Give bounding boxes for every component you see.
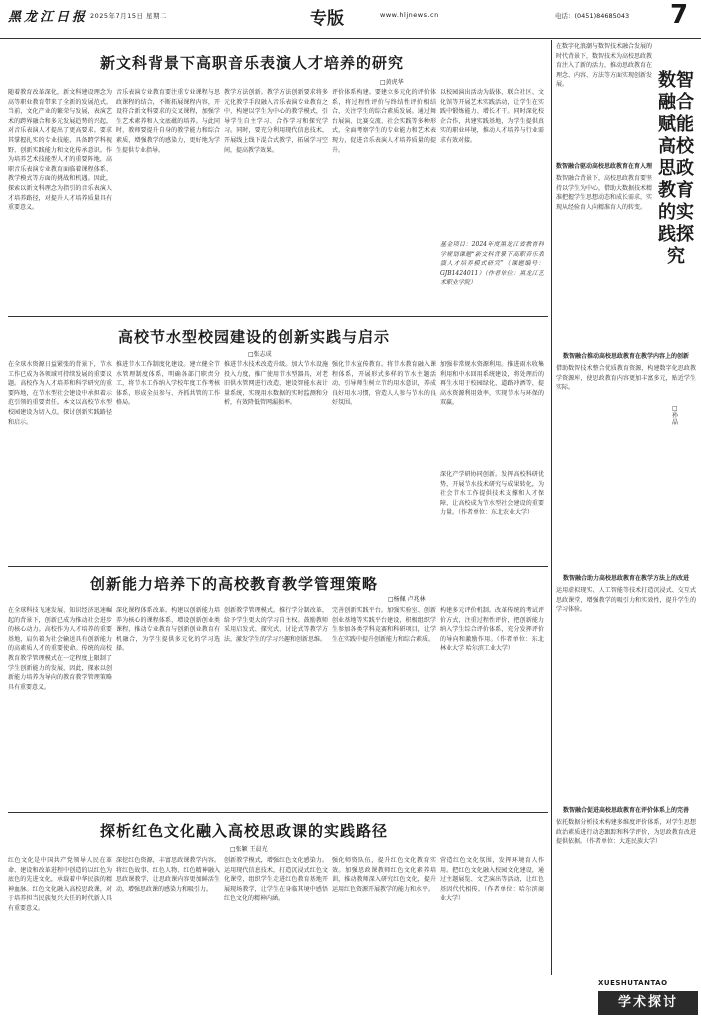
article-3-col-4: 完善创新实践平台。加强实验室、创新创业基地等实践平台建设，积极组织学生参加各类学科竞赛和科研项目，让学生在实践中提升创新能力和综合素质。	[332, 607, 436, 643]
article-5-author: □孙晶	[672, 405, 679, 426]
article-4-col-2: 深挖红色资源，丰富思政课教学内容。将红色故事、红色人物、红色精神融入思政课教学，让思政课内容更加鲜活生动，增强思政课的感染力和吸引力。	[116, 857, 220, 893]
article-3-col-1: 在全球科技飞速发展、知识经济迅速崛起的背景下，创新已成为推动社会进步的核心动力。高校作为人才培养的重要基地，肩负着为社会输送具有创新能力的高素质人才的重要使命。传统的高校教育教学管理模式在一定程度上限制了学生创新能力的发展，因此，探索以创新能力培养为导向的教育教学管理策略具有重要意义。	[8, 607, 112, 691]
article-2-author: □张志成	[248, 351, 272, 358]
article-3-col-5: 构建多元评价机制。改革传统的考试评价方式，注重过程性评价，把创新能力纳入学生综合评价体系，充分发挥评价的导向和激励作用。（作者单位：东北林业大学 哈尔滨工业大学）	[440, 607, 544, 653]
section-label: 学术探讨	[598, 991, 698, 1015]
article-5-section-2: 借助数智技术整合优质教育资源，构建数字化思政教学资源库，使思政教育内容更加丰富多元，贴近学生实际。	[556, 365, 696, 392]
article-5-subhead-2: 数智融合推动高校思政教育在教学内容上的创新	[562, 353, 689, 360]
article-5-subhead-4: 数智融合促进高校思政教育在评价体系上的完善	[562, 807, 689, 814]
divider	[8, 566, 548, 567]
article-2-col-1: 在全球水资源日益紧张的背景下，节水工作已成为各领域可持续发展的重要议题。高校作为人才培养和科学研究的重要阵地，在节水型社会建设中承担着示范引领的重要责任。本文以高校节水型校园建设为切入点，探讨创新实践路径和启示。	[8, 361, 112, 426]
article-4-col-3: 创新教学模式，增强红色文化感染力。运用现代信息技术，打造沉浸式红色文化课堂，组织学生走进红色教育基地开展现场教学，让学生在身临其境中感悟红色文化的精神内涵。	[224, 857, 328, 903]
article-4-author: □张颖 王晨光	[230, 846, 268, 853]
article-2-col-4: 强化节水宣传教育。将节水教育融入课程体系，开展形式多样的节水主题活动，引导师生树立节约用水意识，养成良好用水习惯，营造人人参与节水的良好氛围。	[332, 361, 436, 407]
article-4-col-4: 强化师资队伍，提升红色文化教育实效。加强思政课教师红色文化素养培训，推动教师深入研究红色文化，提升运用红色资源开展教学的能力和水平。	[332, 857, 436, 893]
newspaper-logo: 黑龙江日报	[8, 10, 89, 25]
article-4-title: 探析红色文化融入高校思政课的实践路径	[100, 822, 389, 840]
article-5-title: 数智融合赋能高校思政教育的实践探究	[658, 70, 694, 267]
article-5-subhead-1: 数智融合驱动高校思政教育在育人理	[556, 163, 652, 170]
article-5-section-3: 运用虚拟现实、人工智能等技术打造沉浸式、交互式思政课堂，增强教学的吸引力和实效性，提升学生的学习体验。	[556, 587, 696, 614]
issue-date: 2025年7月15日 星期二	[90, 12, 168, 20]
article-5-section-1: 数智融合背景下，高校思政教育要坚持以学生为中心，借助大数据技术精准把握学生思想动态和成长需求，实现从经验育人向精准育人的转变。	[556, 175, 652, 211]
article-5-subhead-3: 数智融合助力高校思政教育在教学方法上的改进	[562, 575, 689, 582]
article-1-title: 新文科背景下高职音乐表演人才培养的研究	[100, 54, 405, 72]
section-label-en: XUESHUTANTAO	[598, 979, 668, 987]
article-4-col-1: 红色文化是中国共产党领导人民在革命、建设和改革进程中创造的以红色为底色的先进文化，承载着中华民族的精神血脉。红色文化融入高校思政课，对于培养担当民族复兴大任的时代新人具有重要意义。	[8, 857, 112, 912]
article-4-col-5: 营造红色文化氛围，发挥环境育人作用。把红色文化融入校园文化建设，通过主题展览、文艺演出等活动，让红色基因代代相传。（作者单位：哈尔滨商业大学）	[440, 857, 544, 903]
column-divider	[551, 40, 552, 975]
article-3-col-2: 深化课程体系改革。构建以创新能力培养为核心的课程体系，增设创新创业类课程，推动专业教育与创新创业教育有机融合，为学生提供多元化的学习选择。	[116, 607, 220, 653]
article-1-col-5: 以校园演出活动为载体，联合社区、文化馆等开展艺术实践活动，让学生在实践中锻炼能力、增长才干。同时深化校企合作，共建实践基地，为学生提供真实的职业环境，推动人才培养与行业需求有效对接。	[440, 89, 544, 144]
phone-number: 电话：(0451)84685043	[555, 12, 630, 20]
article-1-col-4: 评价体系构建。要建立多元化的评价体系，将过程性评价与终结性评价相结合，关注学生的综合素质发展。通过舞台展演、比赛交流、社会实践等多种形式，全面考察学生的专业能力和艺术表现力，促进音乐表演人才培养质量的提升。	[332, 89, 436, 154]
article-1-col-2: 音乐表演专业教育要注重专业课程与思政课程的结合，不断拓展课程内容，开设符合新文科要求的交叉课程，加强学生艺术素养和人文底蕴的培养。与此同时，教师要提升自身的教学能力和综合素质，增强教学的感染力，更好地为学生提供专业指导。	[116, 89, 220, 154]
site-url: www.hljnews.cn	[380, 11, 439, 19]
article-1-col-1: 随着教育改革深化，新文科建设理念为高等职业教育带来了全新的发展范式。当前，文化产业的繁荣与发展，表演艺术的跨界融合和多元发展趋势的兴起，对音乐表演人才提出了更高要求。要求其掌握扎实的专业技能，具备跨学科视野、创新实践能力和文化传承意识。作为培养艺术技能型人才的重要阵地，高职音乐表演专业教育面临着课程体系、教学模式等方面的挑战和机遇。因此，探索以新文科理念为指引的音乐表演人才培养路径，对提升人才培养质量具有重要意义。	[8, 89, 112, 212]
article-1-funding: 基金项目：2024年度黑龙江省教育科学规划课题“新文科背景下高职音乐表演人才培养模式研究”（课题编号：GJB1424011）（作者单位：黑龙江艺术职业学院）	[440, 241, 544, 287]
masthead	[0, 0, 701, 39]
article-5-intro: 在数字化浪潮与数智技术融合发展的时代背景下，数智技术为高校思政教育注入了新的活力，推动思政教育在理念、内容、方法等方面实现创新发展。	[556, 43, 652, 89]
article-3-author: □杨佩 卢兆林	[388, 596, 426, 603]
article-3-col-3: 创新教学管理模式。推行学分制改革，给予学生更大的学习自主权。鼓励教师采用启发式、探究式、讨论式等教学方法，激发学生的学习兴趣和创新思维。	[224, 607, 328, 643]
article-1-author: □黄虎华	[380, 79, 404, 86]
article-2-col-5: 加强非常规水资源利用。推进雨水收集利用和中水回用系统建设，将处理后的再生水用于校园绿化、道路冲洒等，提高水资源利用效率，实现节水与环保的双赢。	[440, 361, 544, 407]
page-number: 7	[670, 0, 689, 30]
article-2-col-6: 深化产学研协同创新。发挥高校科研优势，开展节水技术研究与成果转化，为社会节水工作提供技术支撑和人才保障，让高校成为节水型社会建设的重要力量。（作者单位：东北农业大学）	[440, 471, 544, 517]
article-5-section-4: 依托数据分析技术构建多维度评价体系，对学生思想政治素质进行动态跟踪和科学评价，为思政教育改进提供依据。（作者单位：大连民族大学）	[556, 819, 696, 846]
divider	[8, 812, 548, 813]
article-2-col-3: 推进节水技术改造升级。加大节水设施投入力度，推广使用节水型器具，对老旧供水管网进行改造，建设智能水表计量系统，实现用水数据的实时监测和分析，有效降低管网漏损率。	[224, 361, 328, 407]
divider	[8, 316, 548, 317]
article-3-title: 创新能力培养下的高校教育教学管理策略	[90, 575, 379, 593]
article-2-col-2: 推进节水工作制度化建设。建立健全节水管理制度体系，明确各部门职责分工，将节水工作纳入学校年度工作考核体系，形成全员参与、齐抓共管的工作格局。	[116, 361, 220, 407]
section-name: 专版	[310, 9, 344, 29]
article-1-col-3: 教学方法创新。教学方法创新要求将多元化教学手段融入音乐表演专业教育之中，构建以学生为中心的教学模式，引导学生自主学习、合作学习和探究学习。同时，要充分利用现代信息技术，开展线上线下混合式教学，拓展学习空间，提高教学效果。	[224, 89, 328, 154]
article-2-title: 高校节水型校园建设的创新实践与启示	[118, 328, 391, 346]
